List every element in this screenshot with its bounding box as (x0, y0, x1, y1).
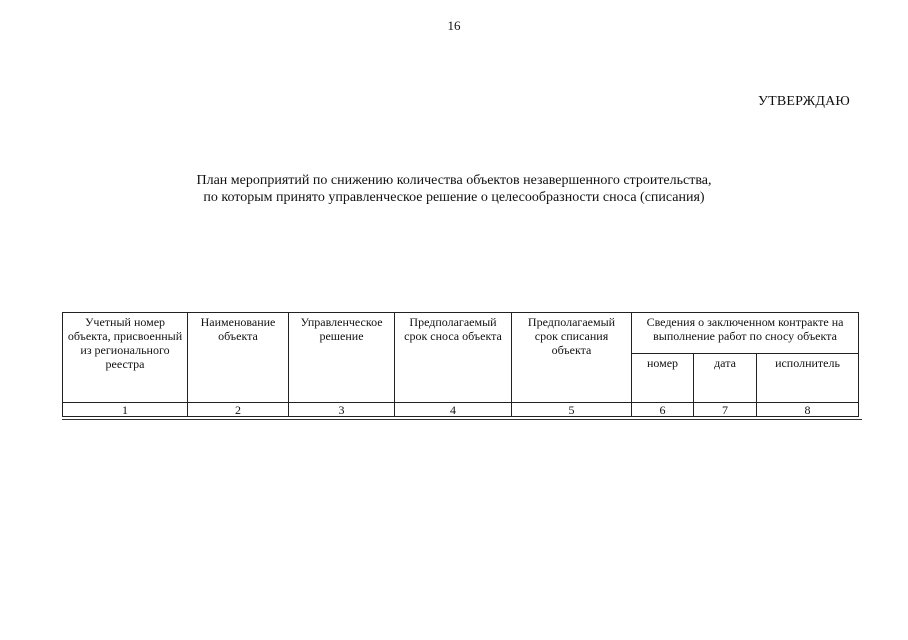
document-title-line-1: План мероприятий по снижению количества объектов незавершенного строительства, (196, 173, 712, 188)
header-contract-info: Сведения о заключенном контракте на выполнение работ по сносу объекта (632, 313, 859, 354)
column-number: 4 (395, 403, 512, 417)
subheader-date: дата (694, 354, 757, 403)
plan-table (62, 312, 859, 417)
document-title (0, 172, 908, 206)
column-number: 8 (757, 403, 859, 417)
page-number: 16 (447, 18, 461, 33)
header-demolition-term: Предполагаемый срок сноса объекта (395, 313, 512, 403)
column-number: 1 (63, 403, 188, 417)
subheader-contractor: исполнитель (757, 354, 859, 403)
header-account-number: Учетный номер объекта, присвоенный из регионального реестра (63, 313, 188, 403)
column-number: 7 (694, 403, 757, 417)
table-number-row (63, 403, 859, 417)
header-write-off-term: Предполагаемый срок списания объекта (512, 313, 632, 403)
header-object-name: Наименование объекта (188, 313, 289, 403)
column-number: 2 (188, 403, 289, 417)
document-title-line-2: по которым принято управленческое решение о целесообразности сноса (списания) (203, 190, 705, 205)
column-number: 5 (512, 403, 632, 417)
column-number: 3 (289, 403, 395, 417)
table-header-row (63, 313, 859, 354)
approval-stamp-text: УТВЕРЖДАЮ (757, 94, 850, 109)
header-management-decision: Управленческое решение (289, 313, 395, 403)
table-bottom-line (62, 419, 862, 420)
subheader-number: номер (632, 354, 694, 403)
column-number: 6 (632, 403, 694, 417)
